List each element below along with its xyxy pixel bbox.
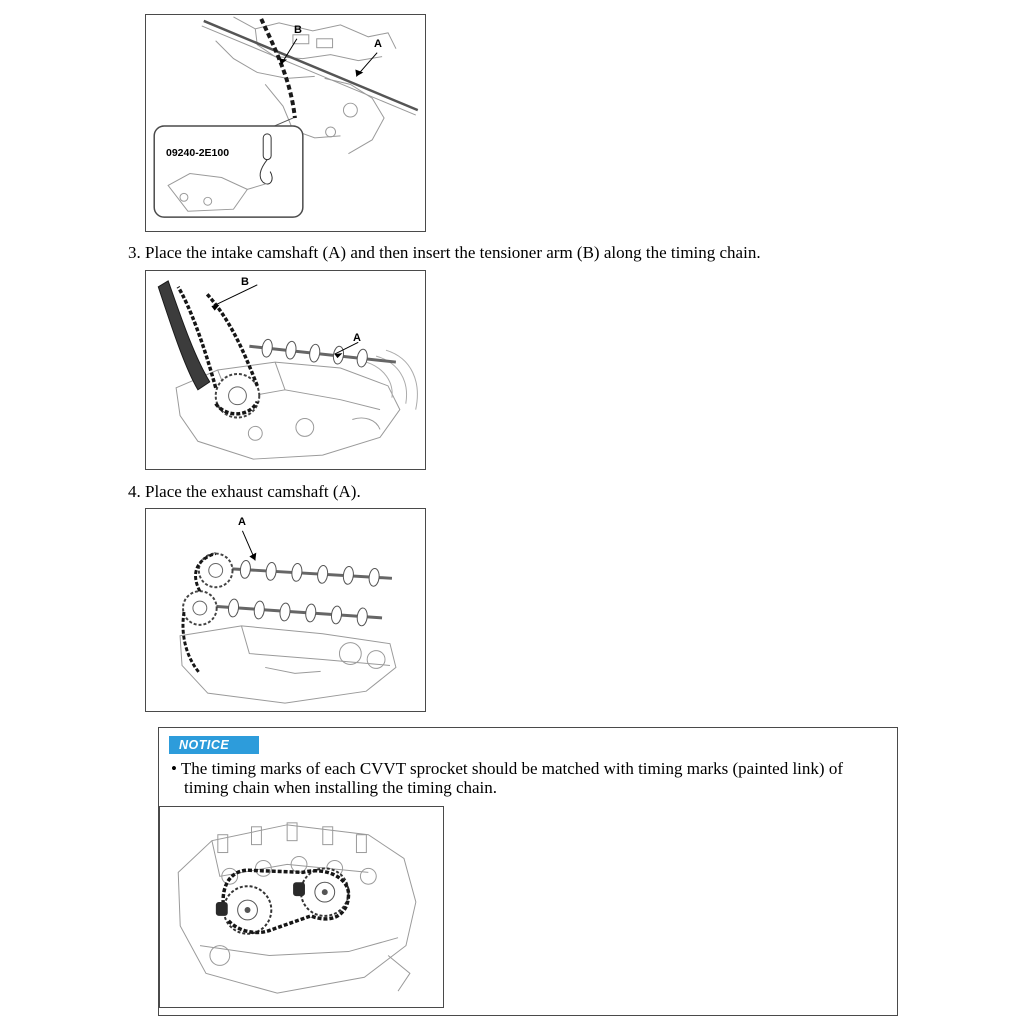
- bullet-glyph: •: [171, 759, 177, 778]
- figure-step4-camshaft: [145, 508, 426, 712]
- figure1-label-b: B: [294, 24, 302, 36]
- exhaust-camshaft-illustration: [146, 509, 425, 711]
- figure2-label-b: B: [241, 276, 249, 288]
- figure3-label-a: A: [238, 516, 246, 528]
- notice-badge: NOTICE: [169, 736, 259, 754]
- engine-tensioner-tool-illustration: [146, 15, 425, 231]
- step-3: [128, 243, 928, 263]
- figure-timing-marks: [159, 806, 444, 1008]
- step-4-text: Place the exhaust camshaft (A).: [145, 482, 361, 501]
- step-4-number: 4.: [128, 482, 141, 501]
- figure-step3-tool: [145, 14, 426, 232]
- figure1-label-a: A: [374, 38, 382, 50]
- figure2-label-a: A: [353, 332, 361, 344]
- notice-box: [158, 727, 898, 1016]
- step-3-number: 3.: [128, 243, 141, 262]
- step-3-text: Place the intake camshaft (A) and then insert the tensioner arm (B) along the timing chain.: [145, 243, 761, 262]
- notice-bullet: [171, 759, 889, 797]
- timing-marks-illustration: [160, 807, 443, 1007]
- figure-step3-camshaft: [145, 270, 426, 470]
- tool-number: 09240-2E100: [166, 147, 230, 159]
- intake-camshaft-illustration: [146, 271, 425, 469]
- notice-text: The timing marks of each CVVT sprocket should be matched with timing marks (painted link) of timing chain when installing the timing chain.: [180, 759, 843, 797]
- step-4: [128, 482, 928, 502]
